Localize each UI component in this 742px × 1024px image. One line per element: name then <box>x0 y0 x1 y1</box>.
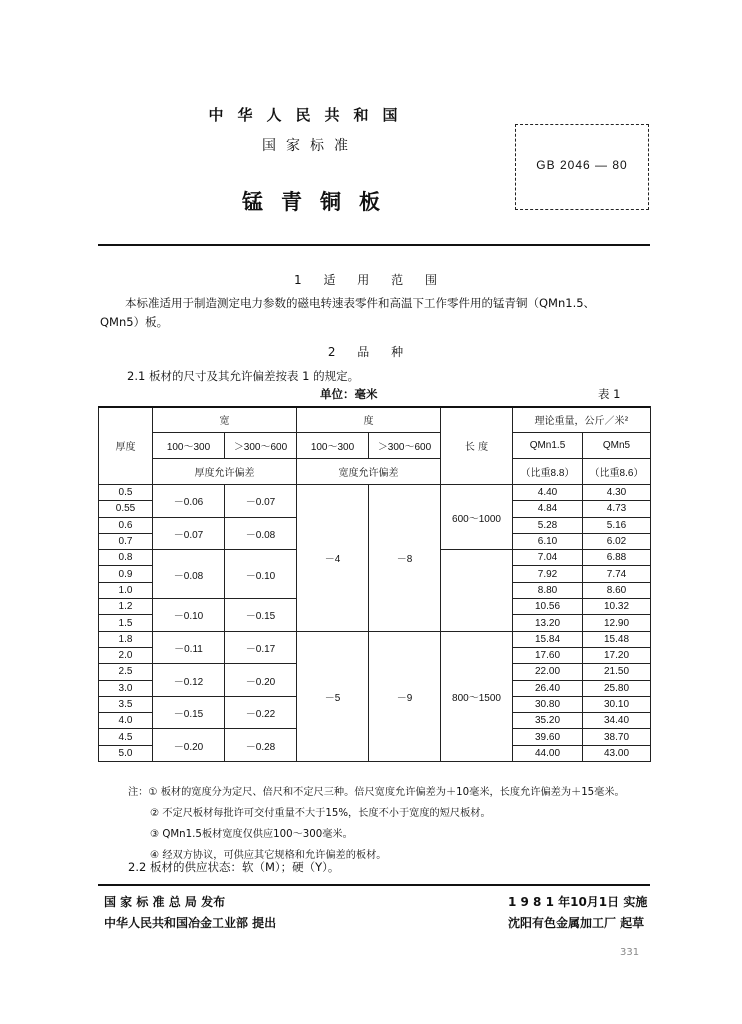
weight-alloy-2: 38.70 <box>583 729 651 745</box>
weight-alloy-2: 15.48 <box>583 631 651 647</box>
weight-alloy-1: 8.80 <box>513 582 583 598</box>
weight-alloy-2: 34.40 <box>583 713 651 729</box>
item-2-2: 2.2 板材的供应状态：软（M）；硬（Y）。 <box>128 860 340 874</box>
thickness-cell: 3.5 <box>99 696 153 712</box>
footer-divider <box>98 884 650 886</box>
weight-alloy-1: 44.00 <box>513 745 583 761</box>
weight-alloy-1: 7.04 <box>513 550 583 566</box>
thickness-cell: 2.5 <box>99 664 153 680</box>
note-1: 注：① 板材的宽度分为定尺、倍尺和不定尺三种。倍尺宽度允许偏差为＋10毫米，长度允许偏差为＋15毫米。 <box>128 787 625 798</box>
thickness-tol-wide: －0.20 <box>225 664 297 697</box>
weight-alloy-2: 6.88 <box>583 550 651 566</box>
weight-alloy-1: 7.92 <box>513 566 583 582</box>
thickness-tol-narrow: －0.15 <box>153 696 225 729</box>
weight-alloy-2: 21.50 <box>583 664 651 680</box>
thickness-tol-narrow: －0.12 <box>153 664 225 697</box>
width-range-4: ＞300～600 <box>369 433 441 459</box>
weight-alloy-1: 22.00 <box>513 664 583 680</box>
table-top-rule <box>98 406 650 408</box>
weight-alloy-2: 6.02 <box>583 533 651 549</box>
width-range-2: ＞300～600 <box>225 433 297 459</box>
thickness-tol-narrow: －0.07 <box>153 517 225 550</box>
issuer: 国 家 标 准 总 局 发布 <box>104 895 226 909</box>
thickness-cell: 0.5 <box>99 485 153 501</box>
weight-alloy-1: 35.20 <box>513 713 583 729</box>
header-thickness: 厚度 <box>99 407 153 485</box>
header-length: 长 度 <box>441 407 513 485</box>
weight-alloy-2: 5.16 <box>583 517 651 533</box>
thickness-tol-wide: －0.07 <box>225 485 297 518</box>
alloy-1-density: （比重8.8） <box>513 459 583 485</box>
thickness-tol-wide: －0.28 <box>225 729 297 762</box>
thickness-cell: 3.0 <box>99 680 153 696</box>
weight-alloy-1: 10.56 <box>513 599 583 615</box>
weight-alloy-2: 8.60 <box>583 582 651 598</box>
alloy-2-density: （比重8.6） <box>583 459 651 485</box>
weight-alloy-1: 6.10 <box>513 533 583 549</box>
weight-alloy-1: 39.60 <box>513 729 583 745</box>
note-2: ② 不定尺板材每批许可交付重量不大于15%，长度不小于宽度的短尺板材。 <box>150 808 491 819</box>
table-row <box>99 631 651 647</box>
weight-alloy-2: 17.20 <box>583 647 651 663</box>
weight-alloy-1: 13.20 <box>513 615 583 631</box>
weight-alloy-2: 30.10 <box>583 696 651 712</box>
thickness-cell: 1.2 <box>99 599 153 615</box>
weight-alloy-2: 10.32 <box>583 599 651 615</box>
weight-alloy-1: 4.84 <box>513 501 583 517</box>
section-1-body-line-2: QMn5）板。 <box>100 315 169 329</box>
table-label: 表 1 <box>598 387 621 401</box>
item-2-1: 2.1 板材的尺寸及其允许偏差按表 1 的规定。 <box>127 369 360 383</box>
alloy-1-name: QMn1.5 <box>513 433 583 459</box>
thickness-cell: 0.55 <box>99 501 153 517</box>
drafter: 沈阳有色金属加工厂 起草 <box>508 916 645 930</box>
weight-alloy-2: 7.74 <box>583 566 651 582</box>
thickness-tol-wide: －0.17 <box>225 631 297 664</box>
width-tol-wide-b: －9 <box>369 631 441 761</box>
section-1-body-line-1: 本标准适用于制造测定电力参数的磁电转速表零件和高温下工作零件用的锰青铜（QMn1.5、 <box>125 296 596 310</box>
thickness-cell: 0.9 <box>99 566 153 582</box>
thickness-cell: 2.0 <box>99 647 153 663</box>
note-3: ③ QMn1.5板材宽度仅供应100～300毫米。 <box>150 829 353 840</box>
note-4: ④ 经双方协议，可供应其它规格和允许偏差的板材。 <box>150 850 387 861</box>
section-1-heading: 1 适 用 范 围 <box>294 273 446 287</box>
unit-label: 单位：毫米 <box>320 387 378 401</box>
thickness-cell: 1.5 <box>99 615 153 631</box>
weight-alloy-1: 4.40 <box>513 485 583 501</box>
dimension-tolerance-table <box>98 406 651 762</box>
length-range-blank-1 <box>441 550 513 631</box>
thickness-cell: 1.0 <box>99 582 153 598</box>
weight-alloy-1: 5.28 <box>513 517 583 533</box>
weight-alloy-1: 30.80 <box>513 696 583 712</box>
thickness-tol-wide: －0.15 <box>225 599 297 632</box>
weight-alloy-1: 17.60 <box>513 647 583 663</box>
thickness-tol-narrow: －0.11 <box>153 631 225 664</box>
thickness-tolerance-header: 厚度允许偏差 <box>153 459 297 485</box>
weight-alloy-2: 4.73 <box>583 501 651 517</box>
weight-alloy-1: 15.84 <box>513 631 583 647</box>
width-tol-narrow-b: －5 <box>297 631 369 761</box>
thickness-cell: 4.5 <box>99 729 153 745</box>
thickness-cell: 4.0 <box>99 713 153 729</box>
alloy-2-name: QMn5 <box>583 433 651 459</box>
width-tolerance-header: 宽度允许偏差 <box>297 459 441 485</box>
thickness-tol-wide: －0.08 <box>225 517 297 550</box>
weight-alloy-1: 26.40 <box>513 680 583 696</box>
thickness-cell: 0.8 <box>99 550 153 566</box>
thickness-tol-narrow: －0.10 <box>153 599 225 632</box>
document-title: 锰青铜板 <box>242 190 398 214</box>
weight-alloy-2: 25.80 <box>583 680 651 696</box>
thickness-tol-wide: －0.22 <box>225 696 297 729</box>
thickness-cell: 5.0 <box>99 745 153 761</box>
header-width-b: 度 <box>297 407 441 433</box>
issuing-country: 中华人民共和国 <box>208 106 412 124</box>
section-2-heading: 2 品 种 <box>327 345 413 359</box>
thickness-tol-narrow: －0.08 <box>153 550 225 599</box>
effective-date: 1 9 8 1 年10月1日 实施 <box>508 895 648 909</box>
thickness-cell: 0.6 <box>99 517 153 533</box>
weight-alloy-2: 4.30 <box>583 485 651 501</box>
width-range-3: 100～300 <box>297 433 369 459</box>
header-width-a: 宽 <box>153 407 297 433</box>
width-tol-wide-a: －8 <box>369 485 441 632</box>
table-row <box>99 485 651 501</box>
thickness-tol-narrow: －0.06 <box>153 485 225 518</box>
header-divider <box>98 244 650 246</box>
header-weight: 理论重量，公斤／米² <box>513 407 651 433</box>
standard-category: 国家标准 <box>262 138 358 154</box>
thickness-tol-wide: －0.10 <box>225 550 297 599</box>
page-number: 331 <box>620 947 640 958</box>
weight-alloy-2: 12.90 <box>583 615 651 631</box>
length-range-1: 600～1000 <box>441 485 513 550</box>
length-range-2: 800～1500 <box>441 631 513 761</box>
width-range-1: 100～300 <box>153 433 225 459</box>
thickness-cell: 0.7 <box>99 533 153 549</box>
weight-alloy-2: 43.00 <box>583 745 651 761</box>
standard-number: GB 2046 — 80 <box>536 158 628 172</box>
thickness-tol-narrow: －0.20 <box>153 729 225 762</box>
width-tol-narrow-a: －4 <box>297 485 369 632</box>
thickness-cell: 1.8 <box>99 631 153 647</box>
proposer: 中华人民共和国冶金工业部 提出 <box>104 916 277 930</box>
